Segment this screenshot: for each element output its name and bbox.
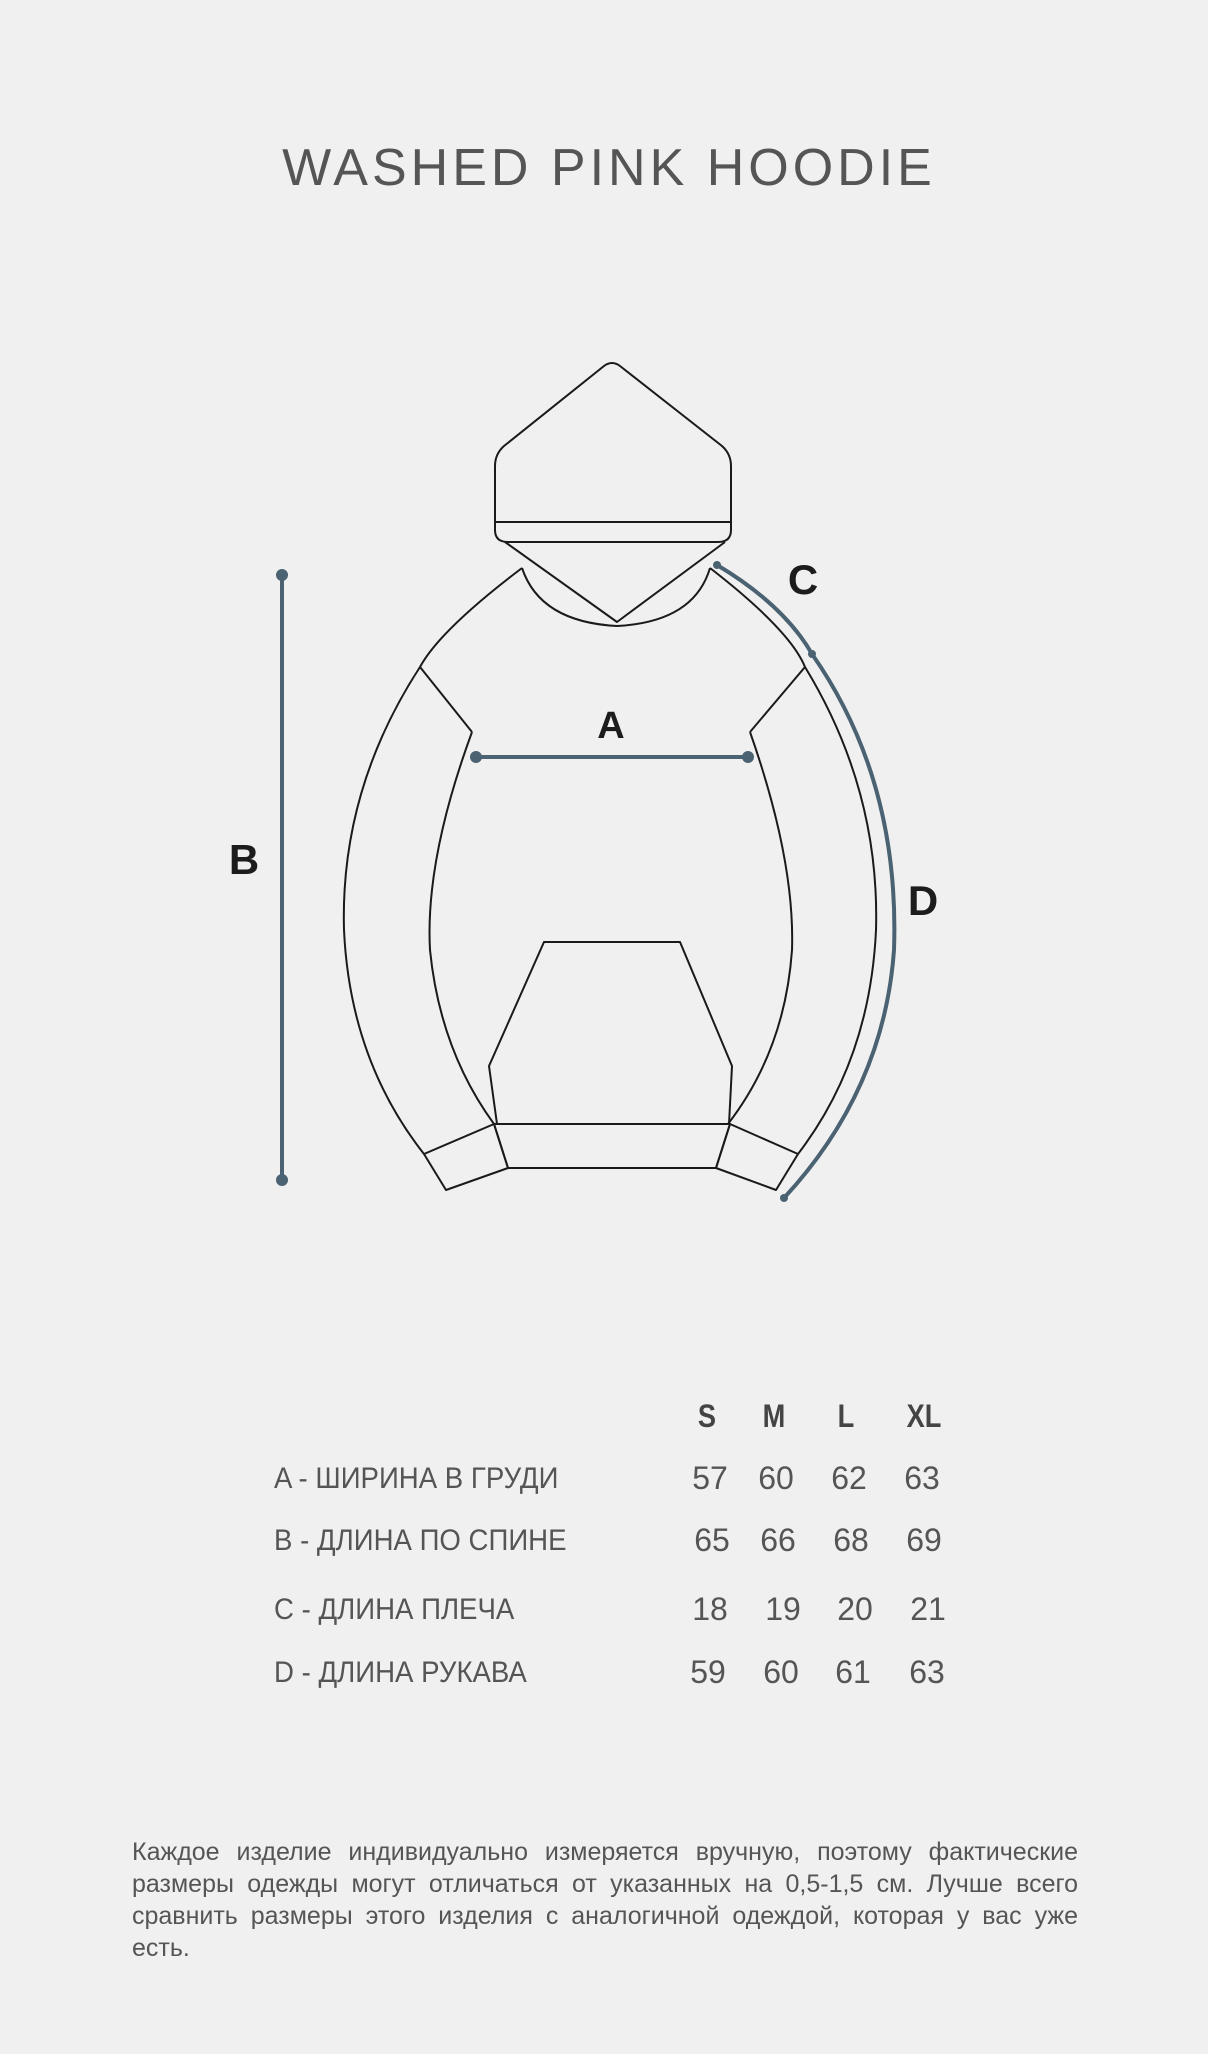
hood [495,363,731,542]
size-header-l: L [837,1398,855,1434]
label-a: A [597,705,625,747]
right-sleeve-outer [798,667,876,1154]
cell-d-xl: 63 [909,1654,945,1690]
cell-c-l: 20 [837,1591,873,1627]
left-shoulder [420,568,522,667]
cell-c-s: 18 [692,1591,728,1627]
row-label-b: B - ДЛИНА ПО СПИНЕ [274,1524,567,1557]
label-c: C [787,556,819,603]
right-cuff [716,1124,798,1190]
measure-a [472,753,752,761]
left-raglan [420,667,472,732]
label-b: B [228,836,260,883]
left-cuff [424,1124,508,1190]
product-title: WASHED PINK HOODIE [282,139,936,197]
cell-a-l: 62 [831,1460,867,1496]
measure-b [278,571,286,1184]
kangaroo-pocket [489,942,732,1124]
measurement-note: Каждое изделие индивидуально измеряется вручную, поэтому фактические размеры одежды могут отличаться от указанных на 0,5-1,5 см. Лучше всего сравнить размеры этого изделия с аналогичной одеждой, которая у вас уже есть. [132,1838,1078,1962]
cell-c-xl: 21 [910,1591,946,1627]
size-header-m: M [762,1398,786,1434]
waistband [494,1124,730,1168]
hoodie-outline [344,363,876,1190]
size-header-xl: XL [906,1398,942,1434]
row-label-c: C - ДЛИНА ПЛЕЧА [274,1593,515,1626]
row-label-d: D - ДЛИНА РУКАВА [274,1656,527,1689]
cell-a-m: 60 [758,1460,794,1496]
cell-b-xl: 69 [906,1522,942,1558]
neckline [522,568,710,626]
cell-a-s: 57 [692,1460,728,1496]
cell-b-l: 68 [833,1522,869,1558]
cell-d-l: 61 [835,1654,871,1690]
cell-b-s: 65 [694,1522,730,1558]
cell-a-xl: 63 [904,1460,940,1496]
label-d: D [907,877,939,924]
cell-b-m: 66 [760,1522,796,1558]
right-raglan [750,667,805,732]
left-sleeve-outer [344,667,424,1154]
cell-d-m: 60 [763,1654,799,1690]
size-header-s: S [697,1398,717,1434]
body-right-side [728,732,792,1124]
cell-c-m: 19 [765,1591,801,1627]
hood-v [505,542,725,622]
cell-d-s: 59 [690,1654,726,1690]
body-left-side [430,732,494,1124]
row-label-a: A - ШИРИНА В ГРУДИ [274,1462,559,1495]
